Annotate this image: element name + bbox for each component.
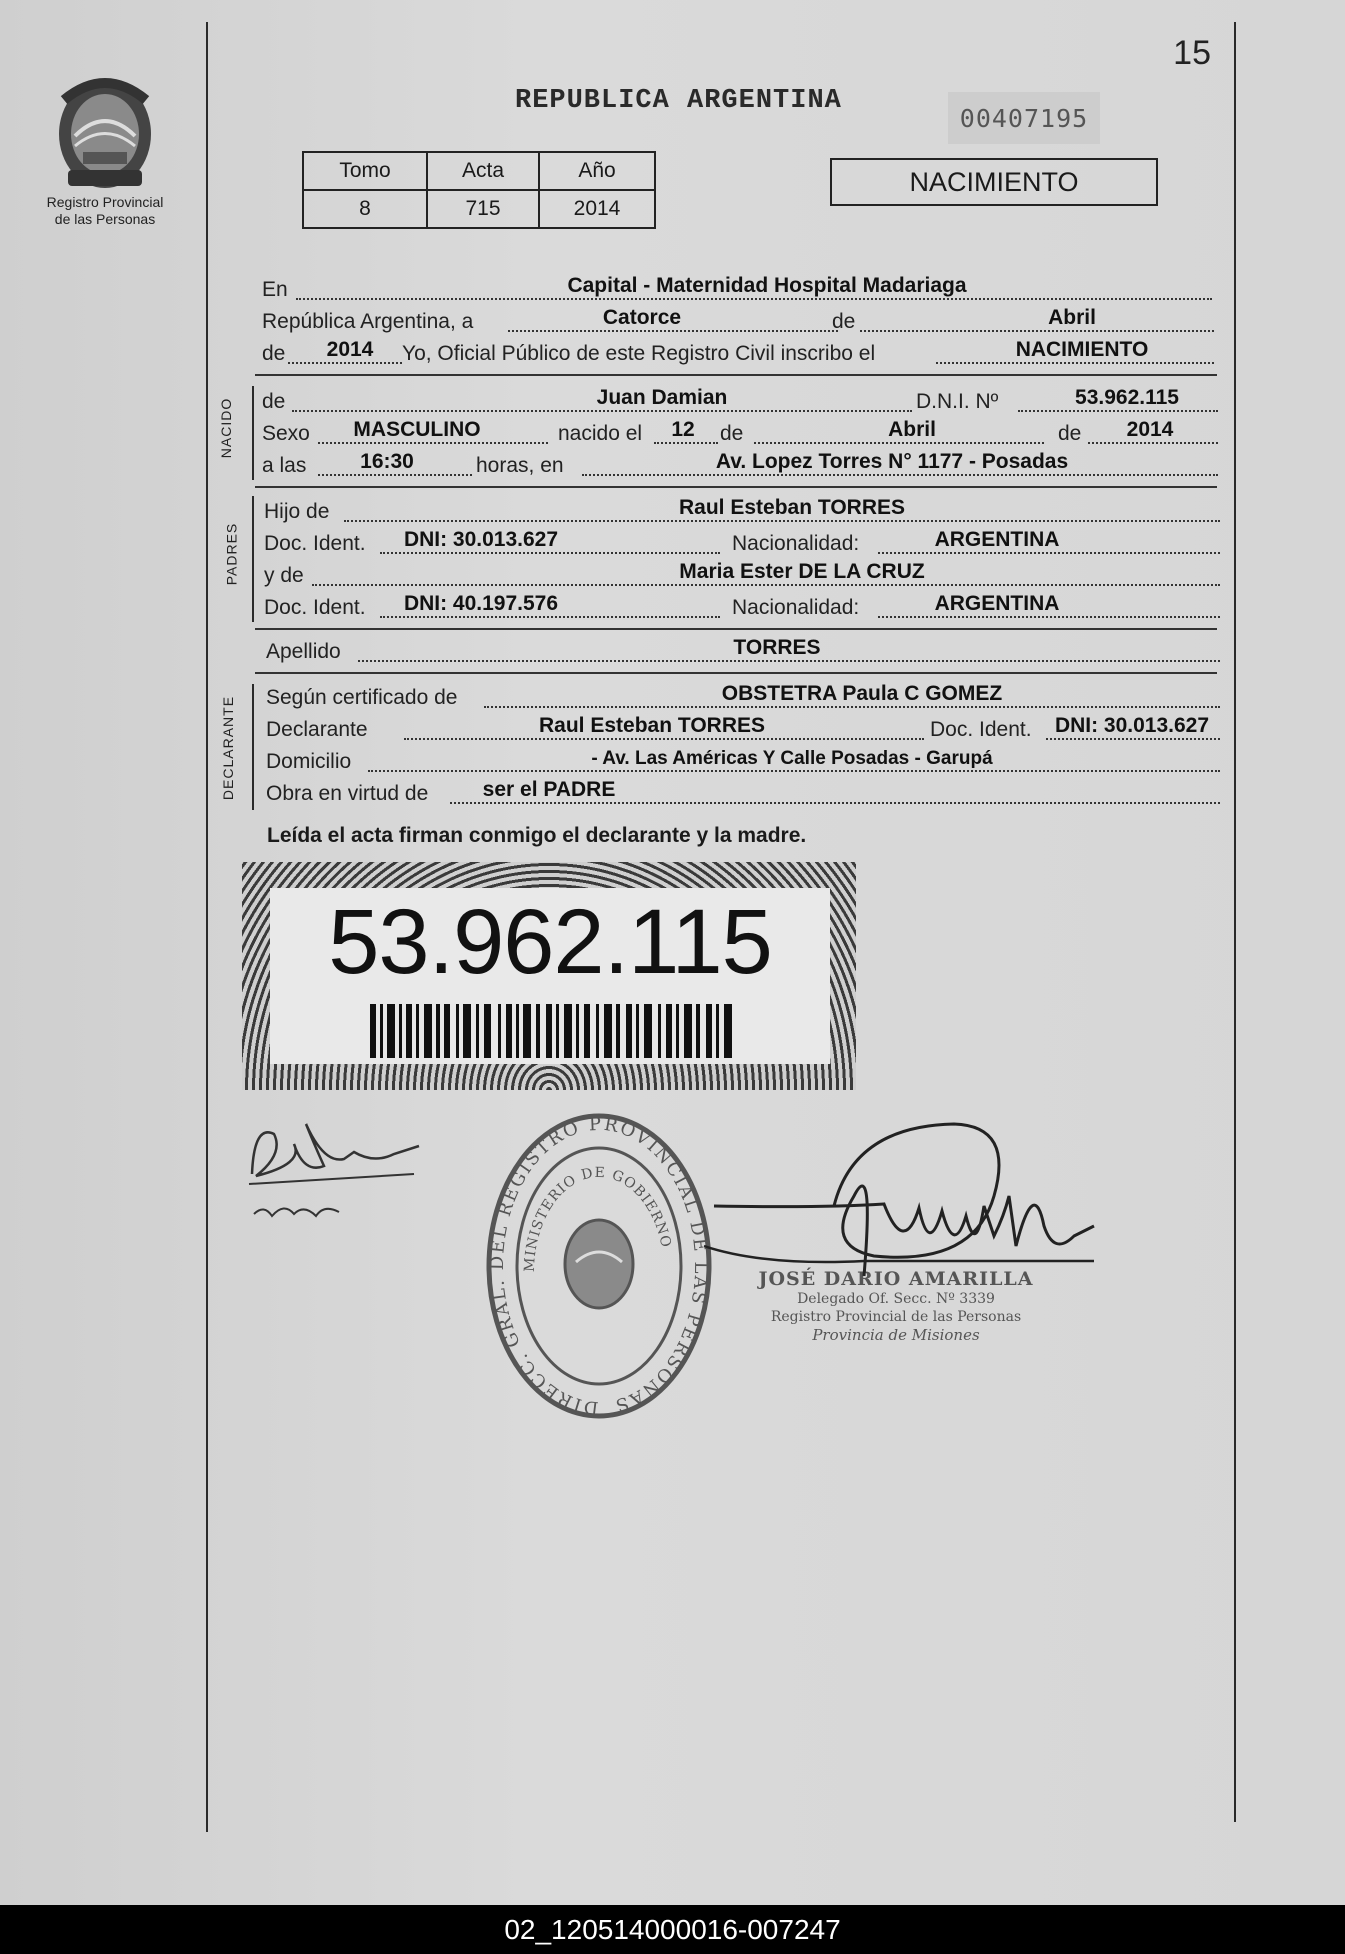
dotted-line — [292, 410, 912, 412]
intro-officer-row — [262, 340, 1214, 370]
dotted-line — [936, 362, 1214, 364]
record-type-box: NACIMIENTO — [830, 158, 1158, 206]
doc-ident-label: Doc. Ident. — [264, 596, 366, 619]
nacido-time-row — [262, 452, 1218, 482]
child-name-value: Juan Damian — [596, 386, 728, 409]
dotted-line — [404, 738, 924, 740]
de-label: de — [720, 422, 744, 445]
footer-file-id: 02_120514000016-007247 — [0, 1905, 1345, 1954]
dotted-line — [878, 552, 1220, 554]
officer-text: Yo, Oficial Público de este Registro Civil inscribo el — [402, 342, 876, 365]
doc-ident-label: Doc. Ident. — [930, 718, 1032, 741]
logo-caption — [40, 194, 170, 228]
anio-value: 2014 — [539, 190, 655, 228]
mother-doc-row — [262, 594, 1220, 624]
dotted-line — [380, 616, 720, 618]
seal-outer-text: DIRECC. GRAL. DEL REGISTRO PROVINCIAL DE LAS PERSONAS — [486, 1113, 712, 1419]
capacity-row — [262, 780, 1220, 810]
seal-inner-text: MINISTERIO DE GOBIERNO — [521, 1164, 674, 1273]
section-divider — [255, 486, 1217, 488]
padres-bracket — [252, 496, 254, 622]
doc-ident-label: Doc. Ident. — [264, 532, 366, 555]
official-seal — [484, 1112, 714, 1420]
day-words-value: Catorce — [602, 306, 682, 329]
nacido-section-label: NACIDO — [218, 397, 235, 459]
intro-place-row — [262, 276, 1214, 306]
dotted-line — [1046, 738, 1220, 740]
dotted-line — [380, 552, 720, 554]
hijo-de-label: Hijo de — [264, 500, 330, 523]
de-label: de — [262, 390, 286, 413]
acta-value: 715 — [427, 190, 539, 228]
horas-label: horas, en — [476, 454, 564, 477]
dotted-line — [344, 520, 1220, 522]
dni-label: D.N.I. Nº — [916, 390, 999, 413]
logo-caption-line2: de las Personas — [54, 211, 156, 227]
dotted-line — [318, 442, 548, 444]
de-label: de — [832, 310, 856, 333]
document-title: REPUBLICA ARGENTINA — [515, 86, 842, 116]
official-name: JOSÉ DARIO AMARILLA — [758, 1268, 1034, 1290]
father-doc-row — [262, 530, 1220, 560]
father-name-value: Raul Esteban TORRES — [679, 496, 905, 519]
declarante-section-label: DECLARANTE — [220, 695, 237, 801]
dotted-line — [484, 706, 1220, 708]
mother-nationality-value: ARGENTINA — [934, 592, 1060, 615]
birth-month-value: Abril — [888, 418, 936, 441]
official-title: Delegado Of. Secc. Nº 3339 — [797, 1291, 995, 1307]
certificate-row — [262, 684, 1220, 714]
declarant-name-value: Raul Esteban TORRES — [539, 714, 765, 737]
mother-doc-value: DNI: 40.197.576 — [403, 592, 559, 615]
col-header-anio: Año — [539, 152, 655, 190]
dotted-line — [754, 442, 1044, 444]
dotted-line — [288, 362, 402, 364]
dotted-line — [508, 330, 838, 332]
domicile-value: - Av. Las Américas Y Calle Posadas - Garupá — [591, 748, 993, 769]
section-divider — [255, 374, 1217, 376]
nacido-name-row — [262, 388, 1218, 418]
birth-year-value: 2014 — [1126, 418, 1174, 441]
padres-section-label: PADRES — [223, 522, 240, 586]
province-logo — [40, 66, 170, 228]
father-doc-value: DNI: 30.013.627 — [403, 528, 559, 551]
declarant-doc-value: DNI: 30.013.627 — [1054, 714, 1210, 737]
birth-time-value: 16:30 — [360, 450, 414, 473]
en-label: En — [262, 278, 288, 301]
y-de-label: y de — [264, 564, 304, 587]
mother-name-value: Maria Ester DE LA CRUZ — [679, 560, 925, 583]
dotted-line — [1018, 410, 1218, 412]
intro-date-row — [262, 308, 1214, 338]
domicilio-label: Domicilio — [266, 750, 352, 773]
certificate-value: OBSTETRA Paula C GOMEZ — [721, 682, 1003, 705]
sexo-label: Sexo — [262, 422, 310, 445]
nacionalidad-label: Nacionalidad: — [732, 596, 860, 619]
col-header-acta: Acta — [427, 152, 539, 190]
dotted-line — [358, 660, 1220, 662]
surname-row — [262, 638, 1220, 668]
dotted-line — [318, 474, 472, 476]
obra-en-virtud-label: Obra en virtud de — [266, 782, 429, 805]
child-dni-value: 53.962.115 — [1075, 386, 1179, 409]
declarant-row — [262, 716, 1220, 746]
declarante-label: Declarante — [266, 718, 368, 741]
coat-of-arms-icon — [50, 66, 160, 194]
barcode-icon — [370, 1004, 736, 1058]
dni-stamp-number: 53.962.115 — [328, 891, 772, 993]
dotted-line — [368, 770, 1220, 772]
serial-number: 00407195 — [948, 92, 1100, 144]
capacity-value: ser el PADRE — [482, 778, 616, 801]
page-number: 15 — [1173, 34, 1211, 72]
de-label: de — [262, 342, 286, 365]
a-las-label: a las — [262, 454, 307, 477]
registry-table — [302, 151, 656, 229]
dotted-line — [860, 330, 1214, 332]
dotted-line — [878, 616, 1220, 618]
section-divider — [255, 672, 1217, 674]
tomo-value: 8 — [303, 190, 427, 228]
dotted-line — [654, 442, 718, 444]
segun-certificado-label: Según certificado de — [266, 686, 458, 709]
col-header-tomo: Tomo — [303, 152, 427, 190]
reading-note: Leída el acta firman conmigo el declarante y la madre. — [267, 824, 807, 847]
father-nationality-value: ARGENTINA — [934, 528, 1060, 551]
surname-value: TORRES — [733, 636, 821, 659]
birth-place-value: Capital - Maternidad Hospital Madariaga — [567, 274, 967, 297]
nacido-sex-row — [262, 420, 1218, 450]
sex-value: MASCULINO — [353, 418, 481, 441]
dotted-line — [450, 802, 1220, 804]
month-value: Abril — [1048, 306, 1096, 329]
nacido-el-label: nacido el — [558, 422, 643, 445]
official-signature — [704, 1116, 1104, 1306]
birth-day-value: 12 — [671, 418, 695, 441]
left-margin-line — [206, 22, 208, 1832]
mother-row — [262, 562, 1220, 592]
declarant-signature — [244, 1104, 434, 1234]
domicile-row — [262, 748, 1220, 778]
birth-address-value: Av. Lopez Torres N° 1177 - Posadas — [715, 450, 1069, 473]
right-margin-line — [1234, 22, 1236, 1822]
dotted-line — [312, 584, 1220, 586]
dni-number-stamp — [242, 862, 856, 1090]
logo-caption-line1: Registro Provincial — [46, 194, 164, 210]
republica-label: República Argentina, a — [262, 310, 474, 333]
section-divider — [255, 628, 1217, 630]
de-label: de — [1058, 422, 1082, 445]
official-registry: Registro Provincial de las Personas — [770, 1309, 1022, 1325]
official-province: Provincia de Misiones — [812, 1326, 980, 1344]
apellido-label: Apellido — [266, 640, 341, 663]
nacionalidad-label: Nacionalidad: — [732, 532, 860, 555]
declarante-bracket — [252, 684, 254, 810]
dotted-line — [1088, 442, 1218, 444]
dotted-line — [296, 298, 1212, 300]
father-row — [262, 498, 1220, 528]
record-word-value: NACIMIENTO — [1015, 338, 1149, 361]
dotted-line — [582, 474, 1218, 476]
nacido-bracket — [252, 386, 254, 480]
dni-stamp-label — [270, 888, 830, 1064]
year-value: 2014 — [326, 338, 374, 361]
